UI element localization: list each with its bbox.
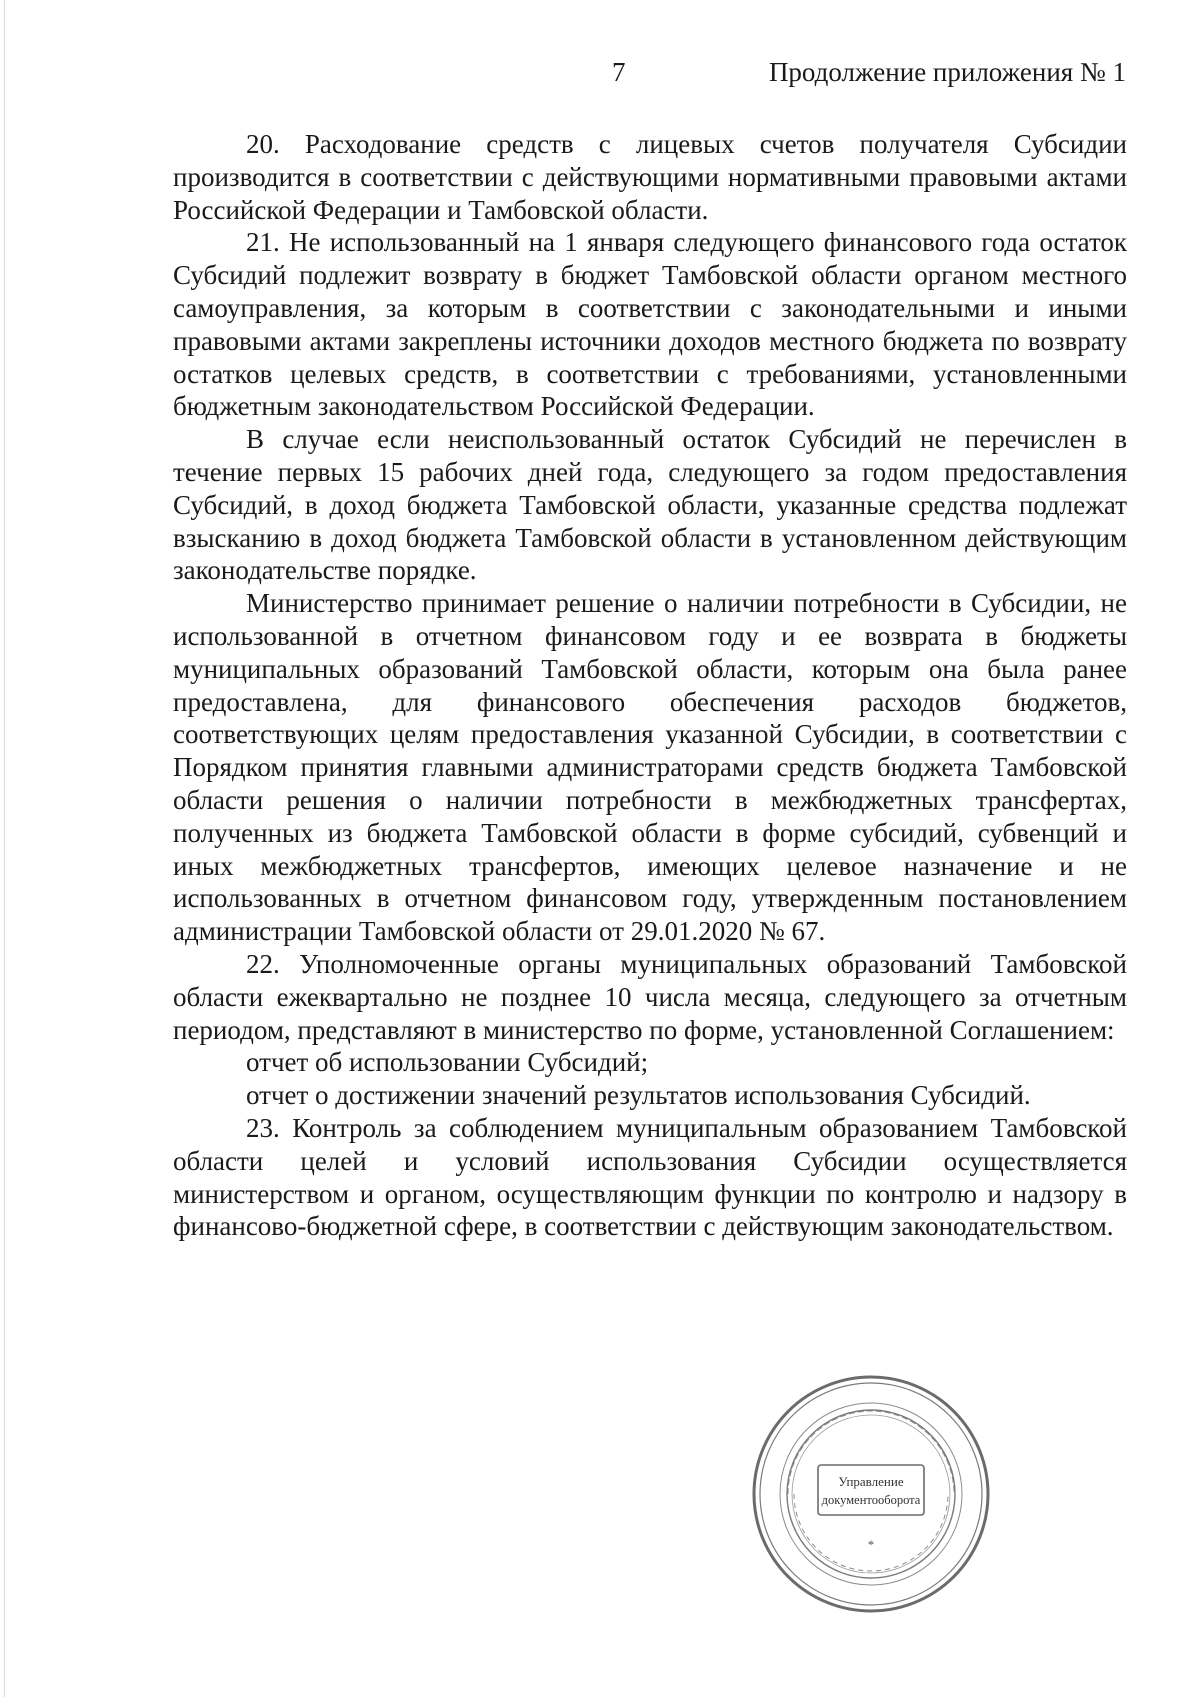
scan-edge-line	[4, 0, 5, 1697]
paragraph-21-ministry-decision: Министерство принимает решение о наличии потребности в Субсидии, не использованной в отчетном финансовом году и ее возврата в бюджеты муниципальных образований Тамбовской области, которым она была ранее предоставлена, для финансового обеспечения расходов бюджетов, соответствующих целям предоставления указанной Субсидии, в соответствии с Порядком принятия главными администраторами средств бюджета Тамбовской области решения о наличии потребности в межбюджетных трансфертах, полученных из бюджета Тамбовской области в форме субсидий, субвенций и иных межбюджетных трансфертов, имеющих целевое назначение и не использованных в отчетном финансовом году, утвержденным постановлением администрации Тамбовской области от 29.01.2020 № 67.	[173, 588, 1127, 947]
page-number: 7	[612, 57, 626, 87]
document-body	[173, 128, 1127, 1243]
stamp-label-line2: документооборота	[821, 1493, 921, 1507]
paragraph-20: 20. Расходование средств с лицевых счетов получателя Субсидии производится в соответствии с действующими нормативными правовыми актами Российской Федерации и Тамбовской области.	[173, 129, 1127, 225]
stamp-label-line1: Управление	[838, 1474, 904, 1489]
list-item-results-report: отчет о достижении значений результатов использования Субсидий.	[246, 1080, 1031, 1111]
document-stamp	[750, 1373, 992, 1615]
appendix-continuation-header: Продолжение приложения № 1	[768, 57, 1126, 87]
paragraph-23: 23. Контроль за соблюдением муниципальным образованием Тамбовской области целей и условий использования Субсидии осуществляется министерством и органом, осуществляющим функции по контролю и надзору в финансово-бюджетной сфере, в соответствии с действующим законодательством.	[173, 1112, 1127, 1242]
stamp-star-icon: *	[867, 1537, 875, 1552]
list-item-usage-report: отчет об использовании Субсидий;	[246, 1047, 649, 1078]
paragraph-21-unspent-balance: В случае если неиспользованный остаток Субсидий не перечислен в течение первых 15 рабочих дней года, следующего за годом предоставления Субсидий, в доход бюджета Тамбовской области, указанные средства подлежат взысканию в доход бюджета Тамбовской области в установленном действующим законодательстве порядке.	[173, 424, 1127, 586]
paragraph-22: 22. Уполномоченные органы муниципальных образований Тамбовской области ежеквартально не позднее 10 числа месяца, следующего за отчетным периодом, представляют в министерство по форме, установленной Соглашением:	[173, 948, 1127, 1045]
paragraph-21: 21. Не использованный на 1 января следующего финансового года остаток Субсидий подлежит возврату в бюджет Тамбовской области органом местного самоуправления, за которым в соответствии с законодательными и иными правовыми актами закреплены источники доходов местного бюджета по возврату остатков целевых средств, в соответствии с требованиями, установленными бюджетным законодательством Российской Федерации.	[173, 227, 1127, 422]
